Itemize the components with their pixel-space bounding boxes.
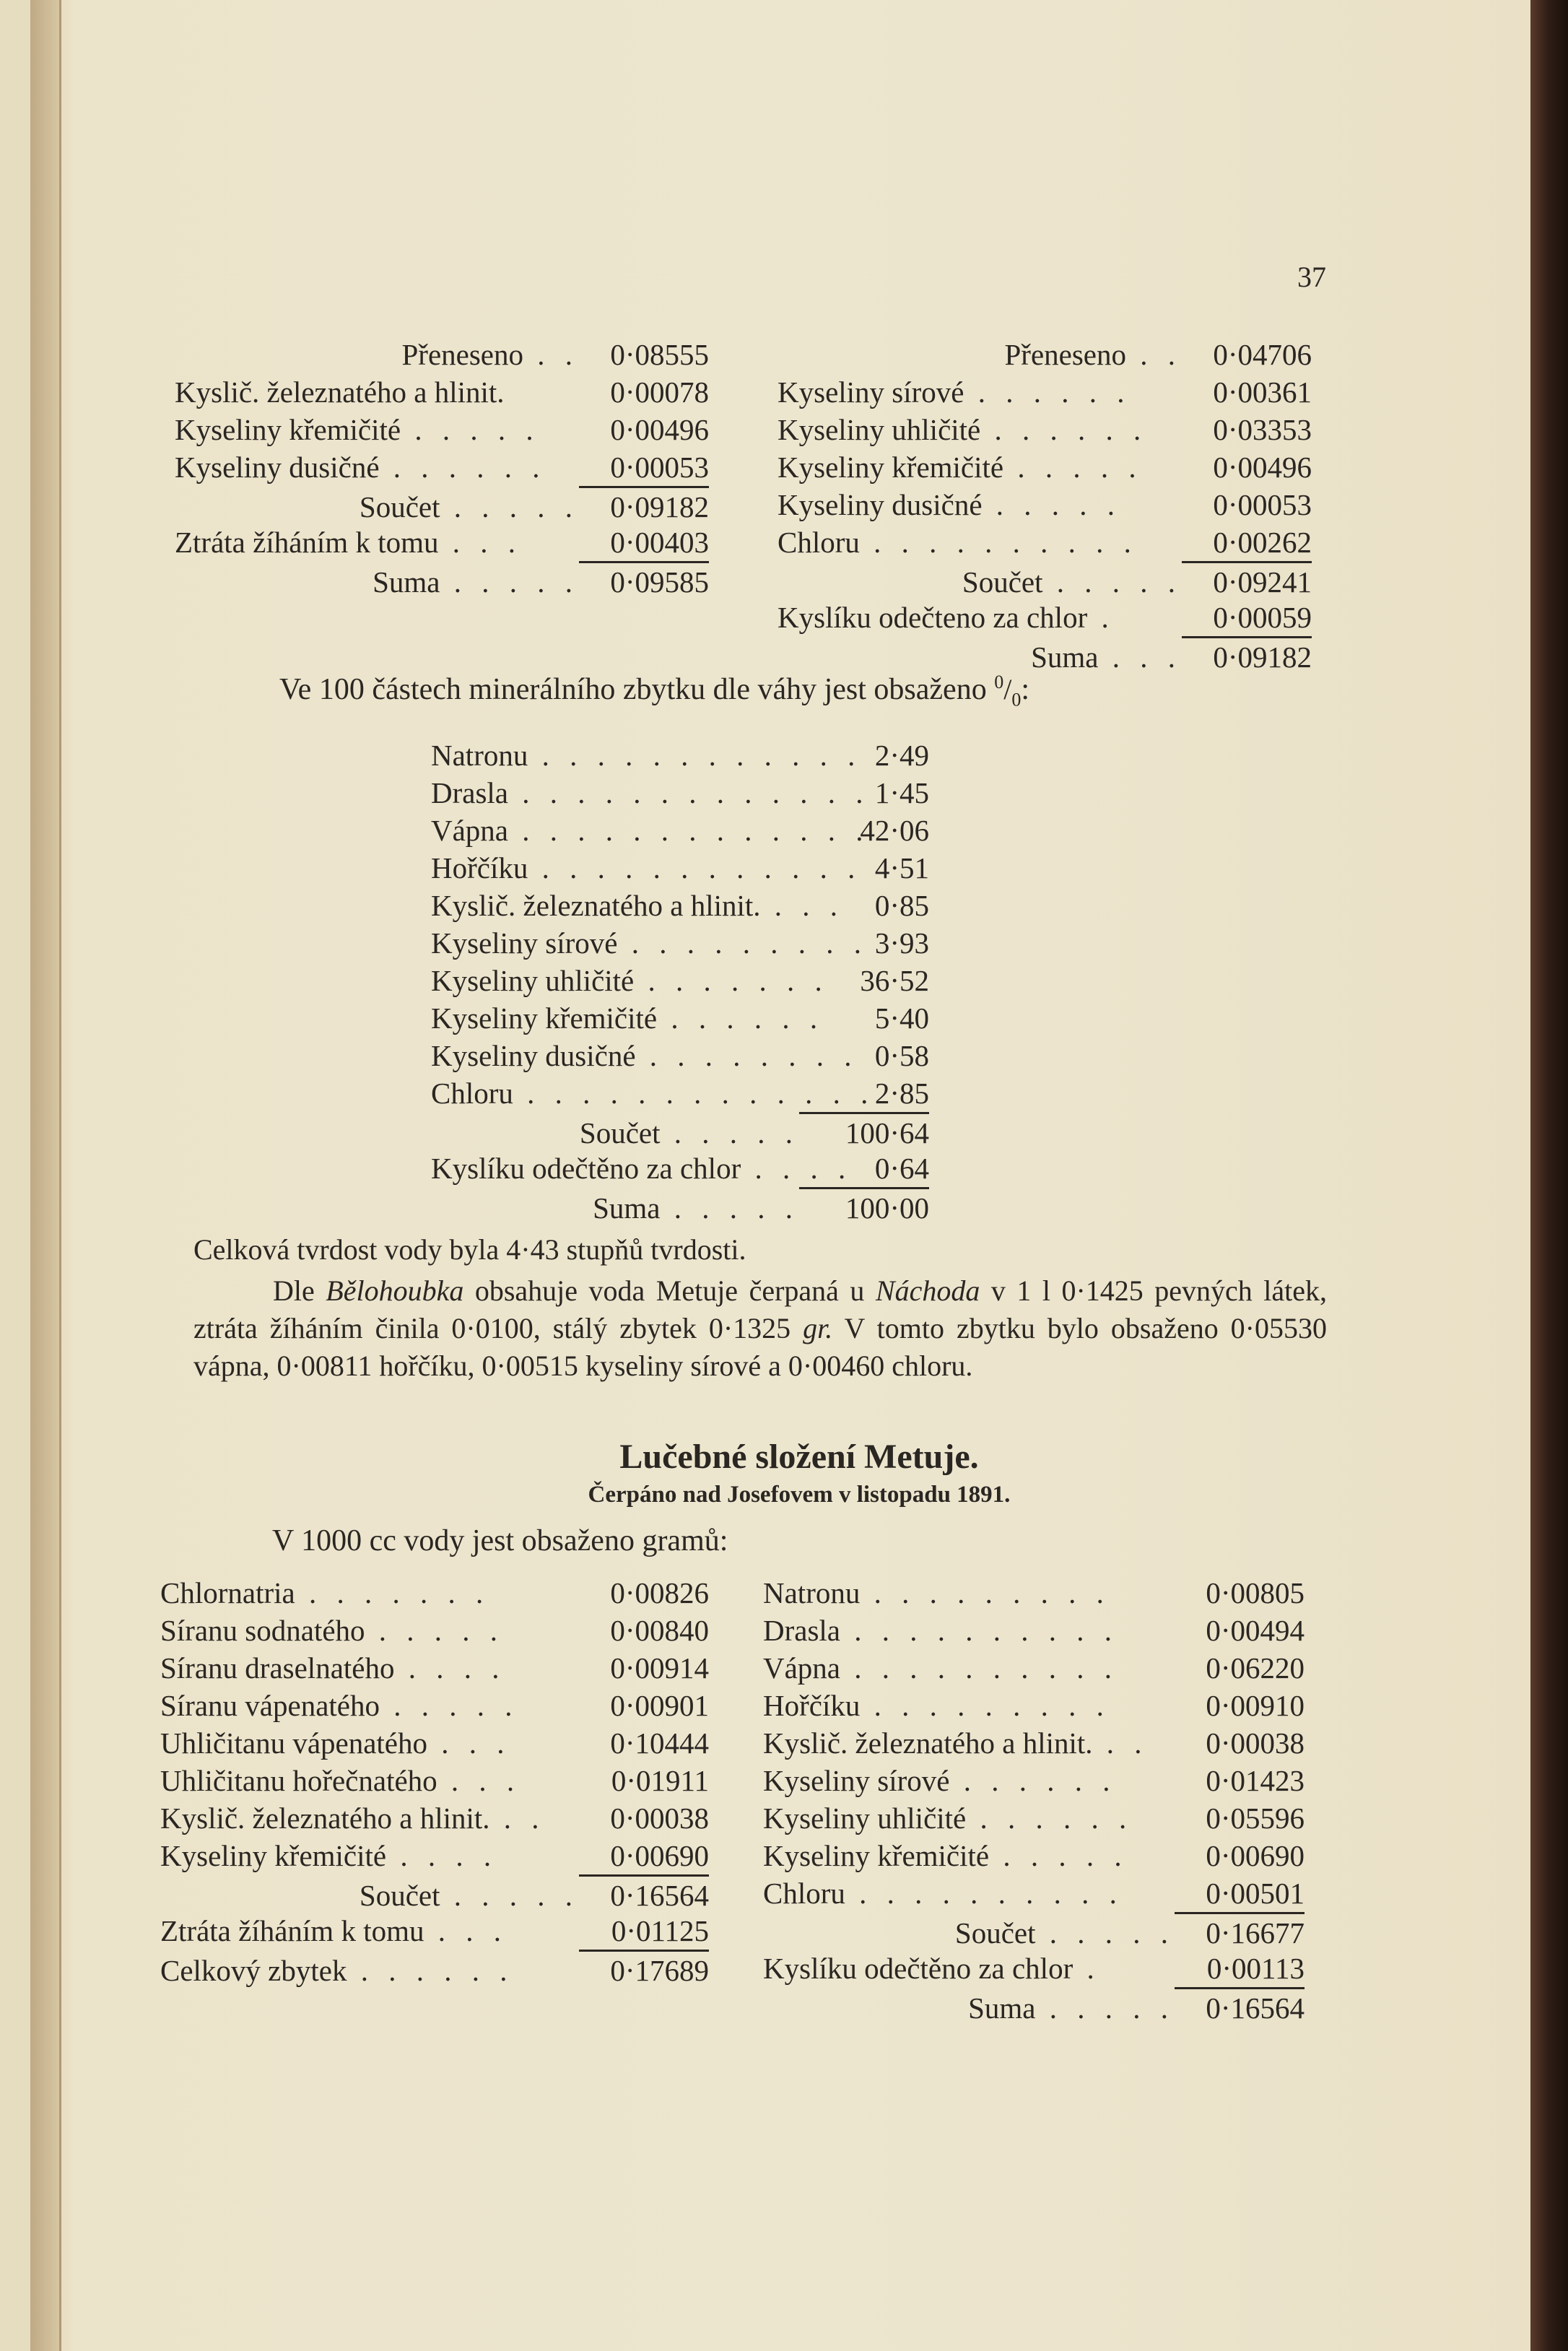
ledger-label-text: Kyseliny křemičité [778,451,1004,484]
ledger-value: 0·00038 [1206,1726,1305,1760]
leader-dots: . . . . . . . . . . [840,1651,1119,1685]
leader-dots: . . . . . . . . . . [859,526,1138,559]
leader-dots: . . . . [741,1152,853,1185]
ledger-label-text: Uhličitanu vápenatého [160,1726,428,1760]
leader-dots: . . . [1098,640,1182,674]
ledger-label [763,1724,1175,1762]
ledger-row [778,411,1312,448]
ledger-label [763,1874,1175,1912]
ledger-value: 0·00496 [610,413,709,446]
ledger-row [431,999,929,1037]
section-intro: V 1000 cc vody jest obsaženo gramů: [272,1524,728,1557]
ledger-row [160,1874,709,1912]
ledger-row [763,1912,1305,1950]
leader-dots: . . . . . . . . . [860,1576,1110,1609]
leader-dots: . . . [437,1764,521,1797]
book-page [30,0,1568,2351]
percent-heading: Ve 100 částech minerálního zbytku dle váhy jest obsaženo $^0/_0$: [279,672,1029,710]
ledger-label-text: Síranu vápenatého [160,1689,380,1722]
ledger-value: 0·00826 [610,1576,709,1609]
leader-dots: . . . . . . . . . . . . . [508,776,870,809]
ledger-row [160,1612,709,1649]
ledger-row [175,411,709,448]
ledger-label [778,373,1182,411]
ledger-value: 0·58 [874,1039,929,1072]
ledger-label [160,1912,579,1950]
ledger-label [778,411,1182,448]
ledger-value: 0·85 [874,889,929,922]
ledger-value: 0·00262 [1213,526,1312,559]
ledger-value: 0·00690 [610,1839,709,1872]
ledger-value: 0·05596 [1206,1802,1305,1835]
ledger-label-text: Natronu [763,1576,861,1609]
ledger-label [778,448,1182,486]
ledger-label [175,523,579,561]
page-edge [59,0,61,2351]
ledger-value: 0·00053 [610,451,709,484]
ledger-label [160,1762,579,1799]
ledger-label-text: Kyseliny křemičité [175,413,401,446]
ledger-label-text: Síranu sodnatého [160,1614,365,1647]
ledger-row [763,1874,1305,1912]
ledger-label-text: Suma [593,1191,661,1225]
leader-dots: . . . [438,526,522,559]
ledger-label [431,999,824,1037]
leader-dots: . . . . . [1035,1991,1175,2025]
leader-dots: . . . . . . . . . . . . . [508,814,870,847]
ledger-value: 0·00501 [1206,1877,1305,1910]
ledger-label-text: Součet [359,1879,440,1912]
ledger-value: 0·09182 [579,486,709,526]
ledger-label [431,1189,799,1227]
ledger-label-text: Kyseliny dusičné [175,451,380,484]
leader-dots: . . . . . . . . . . [840,1614,1119,1647]
ledger-label-text: Kyseliny dusičné [431,1039,636,1072]
ledger-value: 0·00496 [1213,451,1312,484]
ledger-label [160,1687,579,1724]
ledger-label [763,1837,1175,1874]
ledger-value: 100·00 [799,1187,929,1227]
ledger-label-text: Kyseliny uhličité [778,413,981,446]
ledger-label-text: Kyslič. železnatého a hlinit. [160,1802,490,1835]
leader-dots: . . . . [394,1651,506,1685]
ledger-row [763,1762,1305,1799]
leader-dots: . . . . . . [980,413,1148,446]
ledger-value: 0·16564 [1175,1987,1305,2027]
leader-dots: . . . . . . [949,1764,1117,1797]
ledger-label [431,1150,853,1187]
ledger-label-text: Součet [962,565,1043,599]
leader-dots: . . . . . . [347,1954,514,1987]
ledger-label [778,638,1182,676]
ledger-label [778,599,1182,636]
ledger-value: 0·00840 [610,1614,709,1647]
leader-dots: . . . . . [365,1614,505,1647]
ledger-label-text: Kyseliny uhličité [431,964,635,997]
leader-dots: . . . [424,1914,508,1947]
leader-dots: . . . . . [982,488,1122,521]
ledger-row [431,962,929,999]
ledger-value: 1·45 [874,776,929,809]
ledger-row [778,523,1312,561]
ledger-label-text: Kyseliny křemičité [763,1839,990,1872]
ledger-label [778,336,1182,373]
ledger-row [431,1074,929,1112]
ledger-label [778,486,1182,523]
ledger-label [175,411,579,448]
ledger-value: 0·16564 [579,1874,709,1914]
ledger-label [160,1837,579,1874]
leader-dots: . . . . . [379,1689,519,1722]
ledger-value: 0·00914 [610,1651,709,1685]
ledger-label-text: Kyseliny křemičité [160,1839,387,1872]
leader-dots: . . . . . . . . . . . . [528,739,862,772]
leader-dots: . . . [760,889,845,922]
ledger-label [160,1574,579,1612]
ledger-label-text: Kyslič. železnatého a hlinit. [763,1726,1093,1760]
ledger-label-text: Celkový zbytek [160,1954,347,1987]
ledger-row [160,1724,709,1762]
ledger-row [763,1724,1305,1762]
ledger-row [763,1950,1305,1987]
ledger-row [431,924,929,962]
ledger-row [431,1150,929,1187]
ledger-label [763,1950,1175,1987]
paragraph-belohoubek: Dle Bělohoubka obsahuje voda Metuje čerpaná u Náchoda v 1 l 0·1425 pevných látek, ztráta žíháním činila 0·0100, stálý zbytek 0·1325 gr. V tomto zbytku bylo obsaženo 0·05530 vápna, 0·00811 hořčíku, 0·00515 kyseliny sírové a 0·00460 chloru. [193,1274,1328,1382]
leader-dots: . . [1126,338,1182,371]
ledger-value: 4·51 [874,851,929,885]
ledger-label-text: Uhličitanu hořečnatého [160,1764,437,1797]
ledger-label-text: Kyseliny křemičité [431,1001,658,1035]
ledger-label-text: Přeneseno [1004,338,1126,371]
ledger-label [160,1612,579,1649]
leader-dots: . . . . . . [379,451,546,484]
ledger-label-text: Kyslíku odečtěno za chlor [763,1952,1073,1985]
leader-dots: . . . . . [660,1191,799,1225]
ledger-row [431,887,929,924]
ledger-value: 0·16677 [1175,1912,1305,1952]
leader-dots: . [1087,601,1115,634]
ledger-label [763,1762,1175,1799]
ledger-row [160,1649,709,1687]
leader-dots: . . . . . . . [295,1576,490,1609]
leader-dots: . . . . . [1042,565,1182,599]
ledger-value: 0·09585 [579,561,709,601]
ledger-row [763,1687,1305,1724]
ledger-value: 36·52 [860,964,929,997]
ledger-label [431,812,870,849]
ledger-top-right [778,336,1312,674]
ledger-label [431,1074,875,1112]
ledger-label [763,1799,1175,1837]
ledger-row [175,448,709,486]
section-subtitle: Čerpáno nad Josefovem v listopadu 1891. [588,1482,1011,1508]
ledger-value: 0·00910 [1206,1689,1305,1722]
ledger-row [778,373,1312,411]
ledger-label-text: Suma [1031,640,1099,674]
ledger-value: 0·06220 [1206,1651,1305,1685]
ledger-value: 0·01125 [611,1914,709,1947]
ledger-label [160,1799,579,1837]
leader-dots: . . . . . . . [634,964,829,997]
ledger-label-text: Síranu draselnatého [160,1651,395,1685]
ledger-label [431,962,829,999]
ledger-label [431,774,870,812]
ledger-label-text: Součet [579,1116,661,1150]
ledger-label-text: Kyseliny sírové [431,926,618,960]
ledger-label [431,736,862,774]
leader-dots: . . . . . [660,1116,799,1150]
ledger-row [431,1112,929,1150]
leader-dots: . . . . . [401,413,540,446]
ledger-value: 0·04706 [1213,338,1312,371]
ledger-label-text: Kyseliny uhličité [763,1802,967,1835]
ledger-label [431,1037,858,1074]
leader-dots: . . . . . [440,490,579,523]
leader-dots: . . . . . . [964,375,1131,409]
ledger-row [763,1574,1305,1612]
ledger-row [763,1612,1305,1649]
ledger-value: 0·00494 [1206,1614,1305,1647]
ledger-row [175,523,709,561]
ledger-row [160,1912,709,1950]
ledger-label-text: Součet [359,490,440,523]
ledger-label-text: Kyslič. železnatého a hlinit. [175,375,505,409]
ledger-label [160,1952,579,1989]
ledger-row [778,561,1312,599]
ledger-row [160,1950,709,1987]
ledger-label-text: Hořčíku [763,1689,861,1722]
ledger-value: 0·00038 [610,1802,709,1835]
ledger-label-text: Suma [968,1991,1036,2025]
section-title: Lučebné složení Metuje. [619,1438,979,1476]
ledger-value: 0·00078 [610,375,709,409]
ledger-label-text: Chlornatria [160,1576,295,1609]
page-number: 37 [1297,261,1326,293]
ledger-value: 0·00113 [1206,1952,1305,1985]
leader-dots: . . . . . . [966,1802,1133,1835]
ledger-label [160,1724,579,1762]
ledger-label-text: Ztráta žíháním k tomu [160,1914,424,1947]
ledger-label [763,1914,1175,1952]
ledger-value: 0·08555 [610,338,709,371]
ledger-row [160,1837,709,1874]
ledger-value: 0·00690 [1206,1839,1305,1872]
ledger-value: 0·01911 [611,1764,709,1797]
leader-dots: . . [1092,1726,1149,1760]
ledger-row [160,1687,709,1724]
ledger-value: 5·40 [874,1001,929,1035]
ledger-label [175,563,579,601]
ledger-label-text: Přeneseno [401,338,523,371]
leader-dots: . . . . . . [657,1001,824,1035]
leader-dots: . . . . . . . . . . . . [528,851,862,885]
ledger-label-text: Drasla [763,1614,841,1647]
leader-dots: . . . . . [440,565,579,599]
leader-dots: . . [523,338,579,371]
ledger-label [431,1114,799,1152]
ledger-row [431,812,929,849]
ledger-percent [431,736,929,1225]
ledger-value: 100·64 [799,1112,929,1152]
ledger-label-text: Součet [954,1916,1036,1950]
ledger-label-text: Chloru [431,1077,513,1110]
ledger-value: 0·00053 [1213,488,1312,521]
ledger-bottom-right [763,1574,1305,2025]
ledger-label [175,488,579,526]
ledger-label [431,849,862,887]
ledger-label-text: Ztráta žíháním k tomu [175,526,439,559]
ledger-row [175,336,709,373]
leader-dots: . [1073,1952,1101,1985]
book-binding [1530,0,1568,2351]
ledger-label [175,448,579,486]
ledger-label [763,1989,1175,2027]
ledger-row [763,1799,1305,1837]
ledger-value: 0·00361 [1213,375,1312,409]
leader-dots: . . . . . . . . . [617,926,868,960]
ledger-value: 0·00059 [1213,601,1312,634]
ledger-value: 0·00901 [610,1689,709,1722]
ledger-value: 0·09241 [1182,561,1312,601]
ledger-label [778,563,1182,601]
ledger-row [431,1037,929,1074]
ledger-label-text: Kyseliny sírové [763,1764,950,1797]
leader-dots: . . . . . . . . [635,1039,858,1072]
ledger-label-text: Kyseliny sírové [778,375,964,409]
ledger-row [763,1649,1305,1687]
ledger-label [175,373,579,411]
leader-dots: . . . . . [1035,1916,1175,1950]
leader-dots: . . . . . . . . . [860,1689,1110,1722]
ledger-label [431,924,868,962]
ledger-label-text: Vápna [431,814,509,847]
ledger-row [778,448,1312,486]
ledger-value: 0·00403 [610,526,709,559]
ledger-bottom-left [160,1574,709,1987]
ledger-row [175,373,709,411]
leader-dots: . . . . . [440,1879,579,1912]
leader-dots: . . [489,1802,546,1835]
ledger-label-text: Chloru [763,1877,845,1910]
ledger-row [160,1799,709,1837]
ledger-label-text: Suma [373,565,440,599]
ledger-top-left [175,336,709,599]
ledger-value: 3·93 [874,926,929,960]
ledger-label [431,887,845,924]
ledger-value: 42·06 [860,814,929,847]
leader-dots: . . . . . [989,1839,1128,1872]
ledger-label [763,1687,1175,1724]
ledger-label-text: Hořčíku [431,851,528,885]
ledger-row [763,1987,1305,2025]
leader-dots: . . . . . . . . . . [845,1877,1123,1910]
ledger-row [778,599,1312,636]
ledger-row [160,1574,709,1612]
leader-dots: . . . . [386,1839,498,1872]
ledger-value: 0·10444 [610,1726,709,1760]
ledger-value: 0·64 [874,1152,929,1185]
ledger-label-text: Vápna [763,1651,841,1685]
ledger-value: 0·17689 [579,1950,709,1989]
ledger-label [763,1574,1175,1612]
ledger-label-text: Kyslíku odečtěno za chlor [431,1152,741,1185]
ledger-row [160,1762,709,1799]
ledger-row [778,636,1312,674]
ledger-value: 0·01423 [1206,1764,1305,1797]
ledger-label [763,1612,1175,1649]
ledger-row [763,1837,1305,1874]
ledger-value: 0·03353 [1213,413,1312,446]
ledger-label-text: Chloru [778,526,860,559]
leader-dots: . . . . . . . . . . . . . [513,1077,875,1110]
ledger-label-text: Kyslič. železnatého a hlinit. [431,889,761,922]
ledger-row [175,486,709,523]
ledger-value: 0·09182 [1182,636,1312,676]
ledger-row [175,561,709,599]
ledger-row [431,849,929,887]
ledger-label-text: Drasla [431,776,509,809]
ledger-label [160,1649,579,1687]
ledger-row [431,736,929,774]
ledger-label [778,523,1182,561]
ledger-value: 2·49 [874,739,929,772]
ledger-label [763,1649,1175,1687]
leader-dots: . . . [427,1726,511,1760]
ledger-row [431,1187,929,1225]
ledger-row [778,486,1312,523]
ledger-row [431,774,929,812]
ledger-label [160,1877,579,1914]
ledger-label-text: Kyseliny dusičné [778,488,983,521]
ledger-value: 0·00805 [1206,1576,1305,1609]
leader-dots: . . . . . [1003,451,1143,484]
page-gutter [30,0,61,2351]
ledger-label-text: Kyslíku odečteno za chlor [778,601,1088,634]
ledger-label-text: Natronu [431,739,528,772]
ledger-value: 2·85 [874,1077,929,1110]
paragraph-hardness: Celková tvrdost vody byla 4·43 stupňů tvrdosti. [193,1233,746,1266]
ledger-row [778,336,1312,373]
ledger-label [175,336,579,373]
